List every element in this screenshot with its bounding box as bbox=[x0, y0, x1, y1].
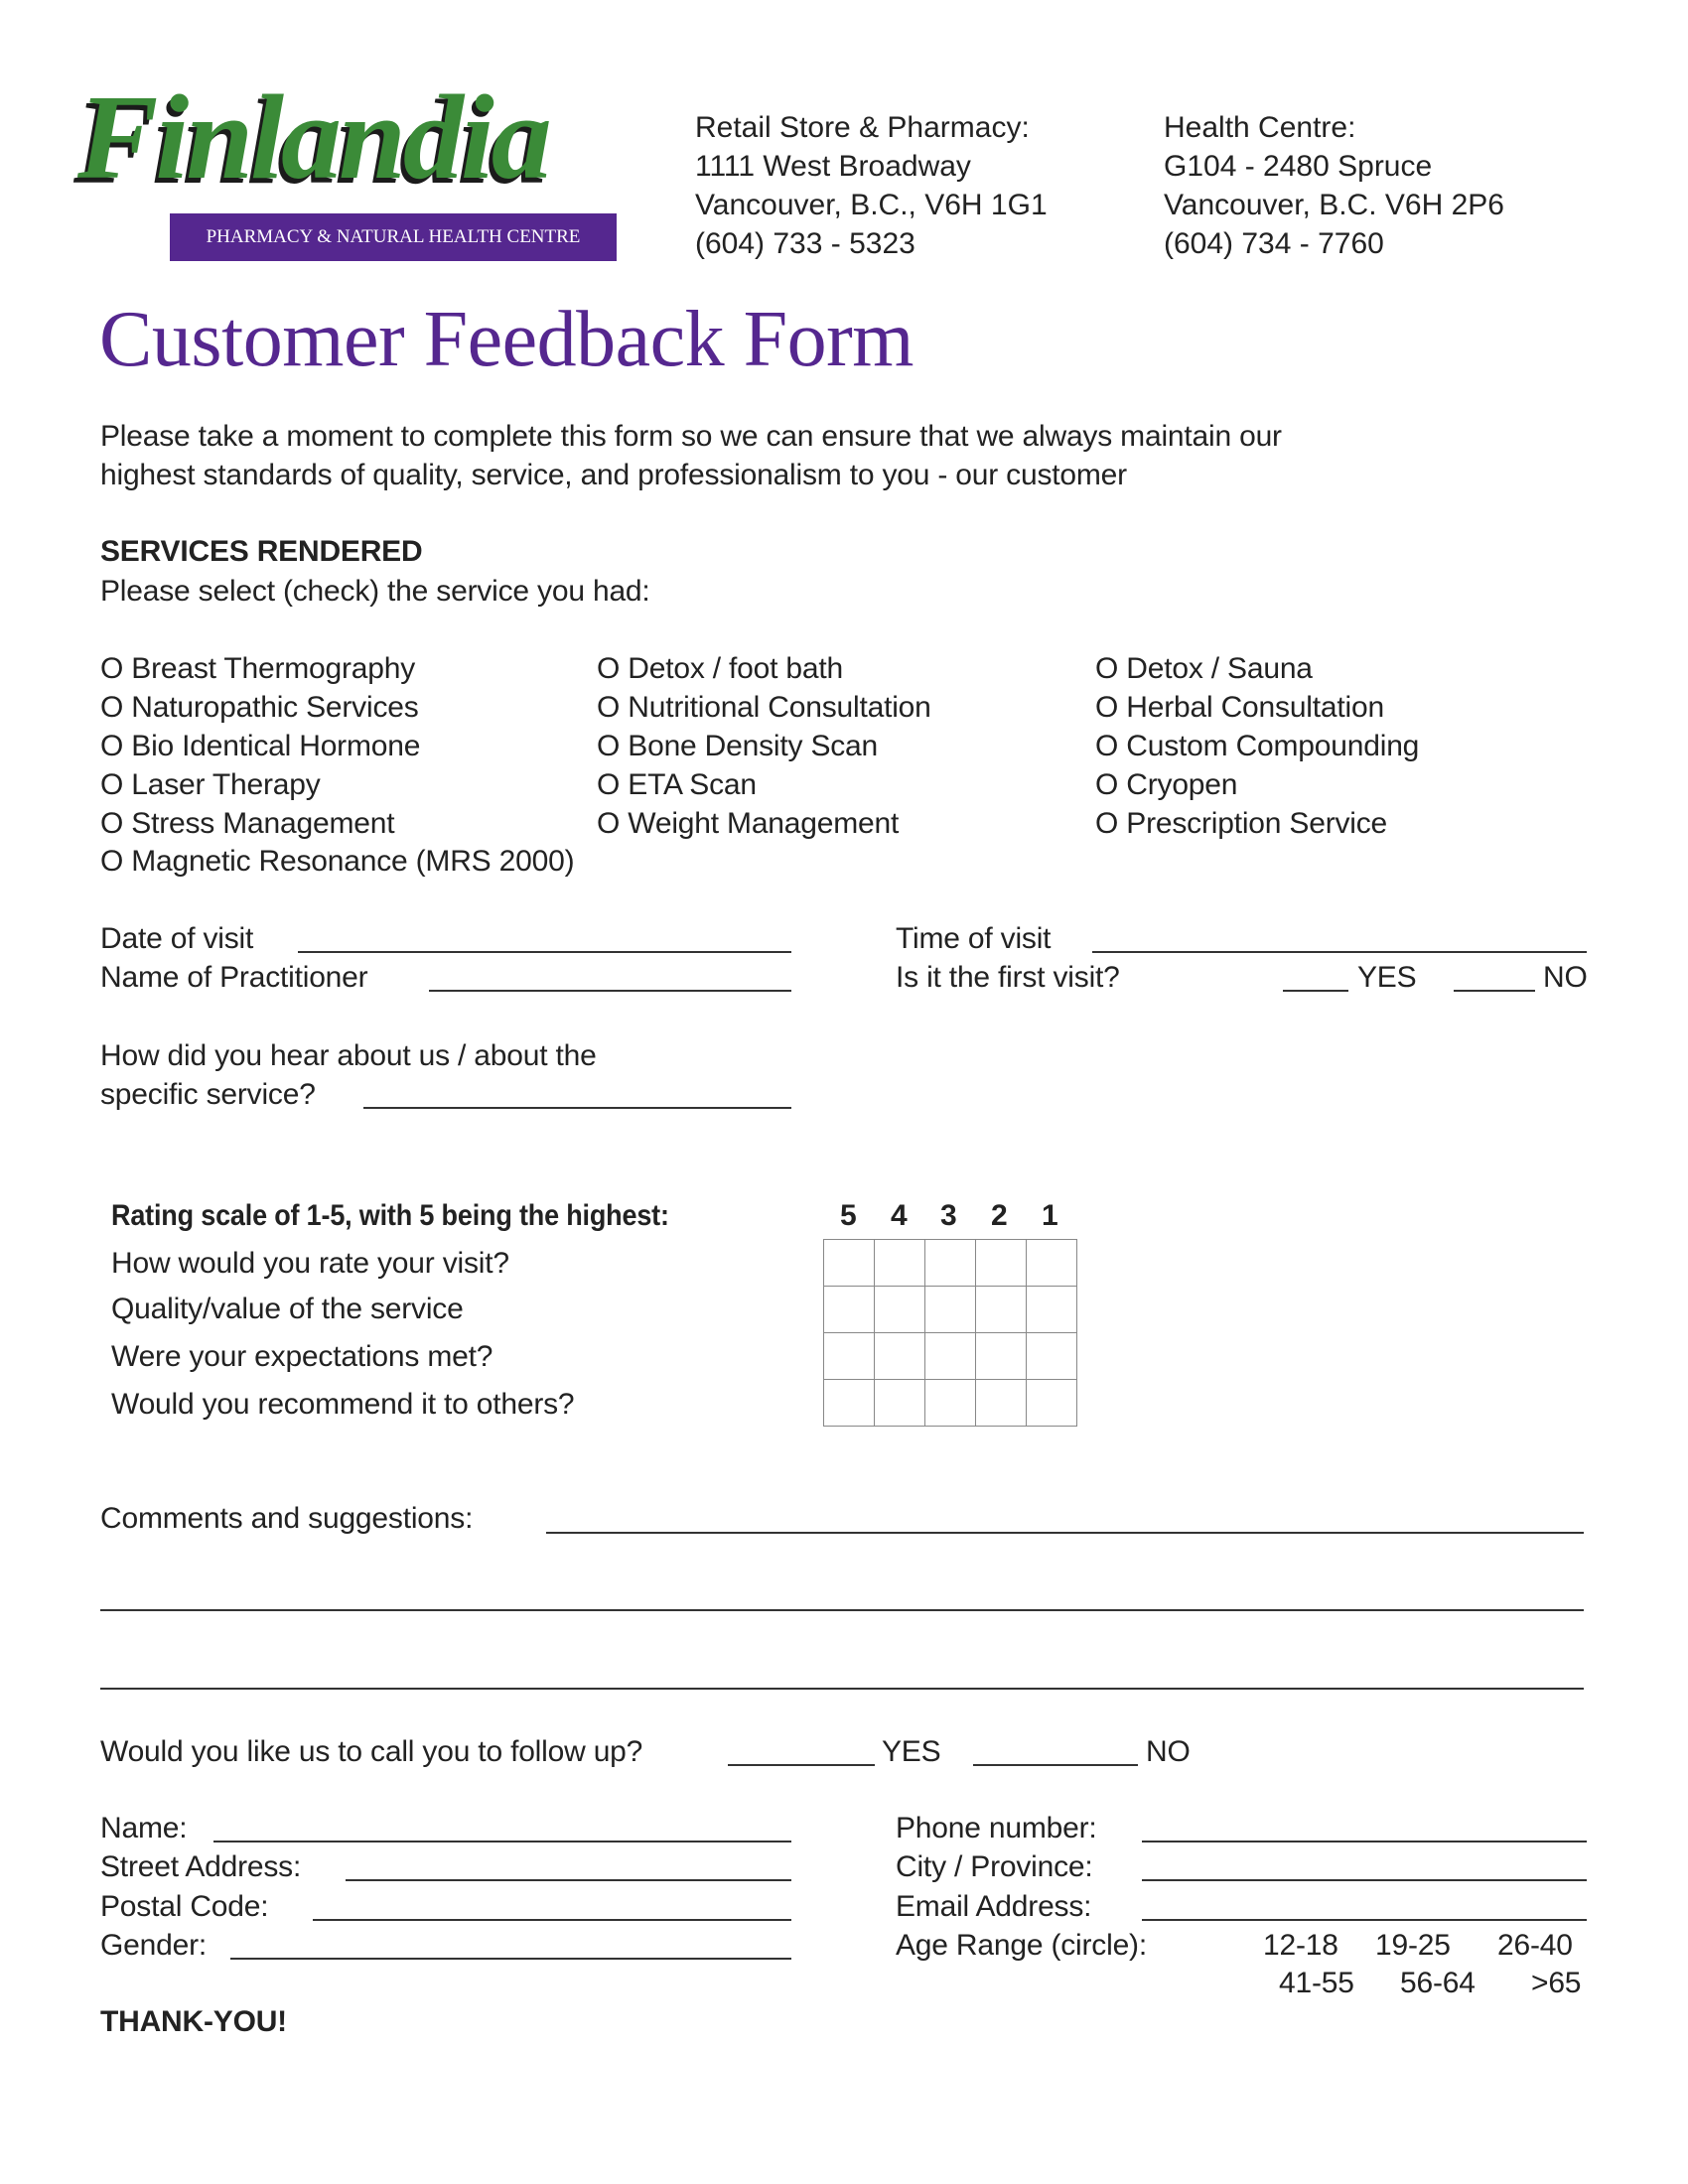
health-street: G104 - 2480 Spruce bbox=[1164, 150, 1433, 183]
service-option[interactable]: O Stress Management bbox=[100, 807, 395, 840]
hear-label-1: How did you hear about us / about the bbox=[100, 1039, 597, 1072]
service-option[interactable]: O Custom Compounding bbox=[1095, 730, 1420, 762]
rating-cell[interactable] bbox=[875, 1240, 925, 1287]
rating-cell[interactable] bbox=[875, 1333, 925, 1380]
rating-cell[interactable] bbox=[976, 1287, 1027, 1333]
service-option[interactable]: O Detox / Sauna bbox=[1095, 652, 1313, 685]
service-option[interactable]: O Bio Identical Hormone bbox=[100, 730, 421, 762]
comments-label: Comments and suggestions: bbox=[100, 1502, 474, 1535]
rating-question: Would you recommend it to others? bbox=[111, 1388, 575, 1421]
rating-cell[interactable] bbox=[976, 1333, 1027, 1380]
contact-input[interactable] bbox=[1142, 1919, 1587, 1921]
service-option[interactable]: O Laser Therapy bbox=[100, 768, 321, 801]
comments-input-1[interactable] bbox=[546, 1532, 1584, 1534]
intro-line-2: highest standards of quality, service, and professionalism to you - our customer bbox=[100, 459, 1127, 491]
contact-label: Gender: bbox=[100, 1929, 207, 1962]
contact-input[interactable] bbox=[230, 1958, 791, 1960]
scale-label: 3 bbox=[940, 1199, 957, 1232]
time-label: Time of visit bbox=[896, 922, 1052, 955]
age-option[interactable]: 41-55 bbox=[1279, 1967, 1354, 1999]
practitioner-input[interactable] bbox=[429, 990, 791, 992]
scale-label: 4 bbox=[891, 1199, 908, 1232]
rating-cell[interactable] bbox=[976, 1380, 1027, 1427]
service-option[interactable]: O Prescription Service bbox=[1095, 807, 1388, 840]
rating-cell[interactable] bbox=[1027, 1333, 1077, 1380]
rating-heading: Rating scale of 1-5, with 5 being the highest: bbox=[111, 1199, 669, 1232]
rating-cell[interactable] bbox=[1027, 1287, 1077, 1333]
contact-input[interactable] bbox=[1142, 1841, 1587, 1843]
retail-phone: (604) 733 - 5323 bbox=[695, 227, 915, 260]
rating-row bbox=[824, 1333, 1077, 1380]
time-input[interactable] bbox=[1092, 951, 1587, 953]
rating-question: How would you rate your visit? bbox=[111, 1247, 509, 1280]
rating-cell[interactable] bbox=[976, 1240, 1027, 1287]
scale-label: 1 bbox=[1042, 1199, 1058, 1232]
retail-city: Vancouver, B.C., V6H 1G1 bbox=[695, 189, 1048, 221]
first-visit-no: NO bbox=[1543, 961, 1588, 994]
first-visit-no-input[interactable] bbox=[1454, 990, 1535, 992]
service-option[interactable]: O Herbal Consultation bbox=[1095, 691, 1384, 724]
intro-line-1: Please take a moment to complete this form so we can ensure that we always maintain our bbox=[100, 420, 1282, 453]
services-instruction: Please select (check) the service you had: bbox=[100, 575, 650, 608]
rating-cell[interactable] bbox=[824, 1240, 875, 1287]
rating-row bbox=[824, 1240, 1077, 1287]
age-option[interactable]: >65 bbox=[1531, 1967, 1582, 1999]
rating-cell[interactable] bbox=[824, 1333, 875, 1380]
contact-label: Postal Code: bbox=[100, 1890, 269, 1923]
health-phone: (604) 734 - 7760 bbox=[1164, 227, 1384, 260]
first-visit-label: Is it the first visit? bbox=[896, 961, 1120, 994]
age-option[interactable]: 56-64 bbox=[1400, 1967, 1476, 1999]
logo-tagline: PHARMACY & NATURAL HEALTH CENTRE bbox=[170, 213, 617, 261]
rating-cell[interactable] bbox=[1027, 1240, 1077, 1287]
page-title: Customer Feedback Form bbox=[99, 296, 914, 383]
rating-cell[interactable] bbox=[1027, 1380, 1077, 1427]
service-option[interactable]: O ETA Scan bbox=[597, 768, 757, 801]
comments-input-3[interactable] bbox=[100, 1688, 1584, 1690]
service-option[interactable]: O Weight Management bbox=[597, 807, 900, 840]
contact-input[interactable] bbox=[313, 1919, 791, 1921]
rating-row bbox=[824, 1380, 1077, 1427]
services-heading: SERVICES RENDERED bbox=[100, 535, 423, 568]
date-label: Date of visit bbox=[100, 922, 254, 955]
practitioner-label: Name of Practitioner bbox=[100, 961, 368, 994]
contact-label: City / Province: bbox=[896, 1850, 1093, 1883]
rating-cell[interactable] bbox=[875, 1380, 925, 1427]
scale-label: 2 bbox=[991, 1199, 1008, 1232]
logo bbox=[77, 70, 633, 266]
rating-cell[interactable] bbox=[925, 1380, 976, 1427]
age-label: Age Range (circle): bbox=[896, 1929, 1147, 1962]
contact-input[interactable] bbox=[1142, 1879, 1587, 1881]
comments-input-2[interactable] bbox=[100, 1609, 1584, 1611]
service-option[interactable]: O Magnetic Resonance (MRS 2000) bbox=[100, 845, 575, 878]
logo-wordmark: Finlandia bbox=[77, 70, 549, 205]
hear-label-2: specific service? bbox=[100, 1078, 316, 1111]
contact-label: Name: bbox=[100, 1812, 188, 1844]
rating-question: Were your expectations met? bbox=[111, 1340, 493, 1373]
health-heading: Health Centre: bbox=[1164, 111, 1356, 144]
scale-label: 5 bbox=[840, 1199, 857, 1232]
hear-input[interactable] bbox=[363, 1107, 791, 1109]
rating-cell[interactable] bbox=[824, 1380, 875, 1427]
first-visit-yes: YES bbox=[1357, 961, 1417, 994]
followup-yes: YES bbox=[882, 1735, 941, 1768]
rating-question: Quality/value of the service bbox=[111, 1293, 464, 1325]
service-option[interactable]: O Breast Thermography bbox=[100, 652, 416, 685]
service-option[interactable]: O Detox / foot bath bbox=[597, 652, 844, 685]
followup-no-input[interactable] bbox=[973, 1764, 1138, 1766]
health-city: Vancouver, B.C. V6H 2P6 bbox=[1164, 189, 1504, 221]
service-option[interactable]: O Nutritional Consultation bbox=[597, 691, 931, 724]
contact-label: Email Address: bbox=[896, 1890, 1092, 1923]
date-input[interactable] bbox=[298, 951, 791, 953]
contact-label: Phone number: bbox=[896, 1812, 1097, 1844]
retail-address bbox=[695, 113, 1048, 268]
contact-label: Street Address: bbox=[100, 1850, 302, 1883]
service-option[interactable]: O Cryopen bbox=[1095, 768, 1238, 801]
age-option[interactable]: 12-18 bbox=[1263, 1929, 1338, 1962]
rating-cell[interactable] bbox=[875, 1287, 925, 1333]
thank-you: THANK-YOU! bbox=[100, 2005, 287, 2038]
followup-label: Would you like us to call you to follow up? bbox=[100, 1735, 643, 1768]
age-option[interactable]: 26-40 bbox=[1497, 1929, 1573, 1962]
contact-input[interactable] bbox=[213, 1841, 791, 1843]
first-visit-yes-input[interactable] bbox=[1283, 990, 1348, 992]
contact-input[interactable] bbox=[346, 1879, 791, 1881]
rating-cell[interactable] bbox=[925, 1287, 976, 1333]
rating-cell[interactable] bbox=[925, 1240, 976, 1287]
followup-no: NO bbox=[1146, 1735, 1191, 1768]
service-option[interactable]: O Bone Density Scan bbox=[597, 730, 879, 762]
followup-yes-input[interactable] bbox=[728, 1764, 875, 1766]
rating-cell[interactable] bbox=[824, 1287, 875, 1333]
rating-row bbox=[824, 1287, 1077, 1333]
service-option[interactable]: O Naturopathic Services bbox=[100, 691, 419, 724]
rating-cell[interactable] bbox=[925, 1333, 976, 1380]
age-option[interactable]: 19-25 bbox=[1375, 1929, 1451, 1962]
rating-grid bbox=[823, 1239, 1077, 1427]
retail-street: 1111 West Broadway bbox=[695, 150, 971, 183]
retail-heading: Retail Store & Pharmacy: bbox=[695, 111, 1030, 144]
health-address bbox=[1164, 113, 1504, 268]
